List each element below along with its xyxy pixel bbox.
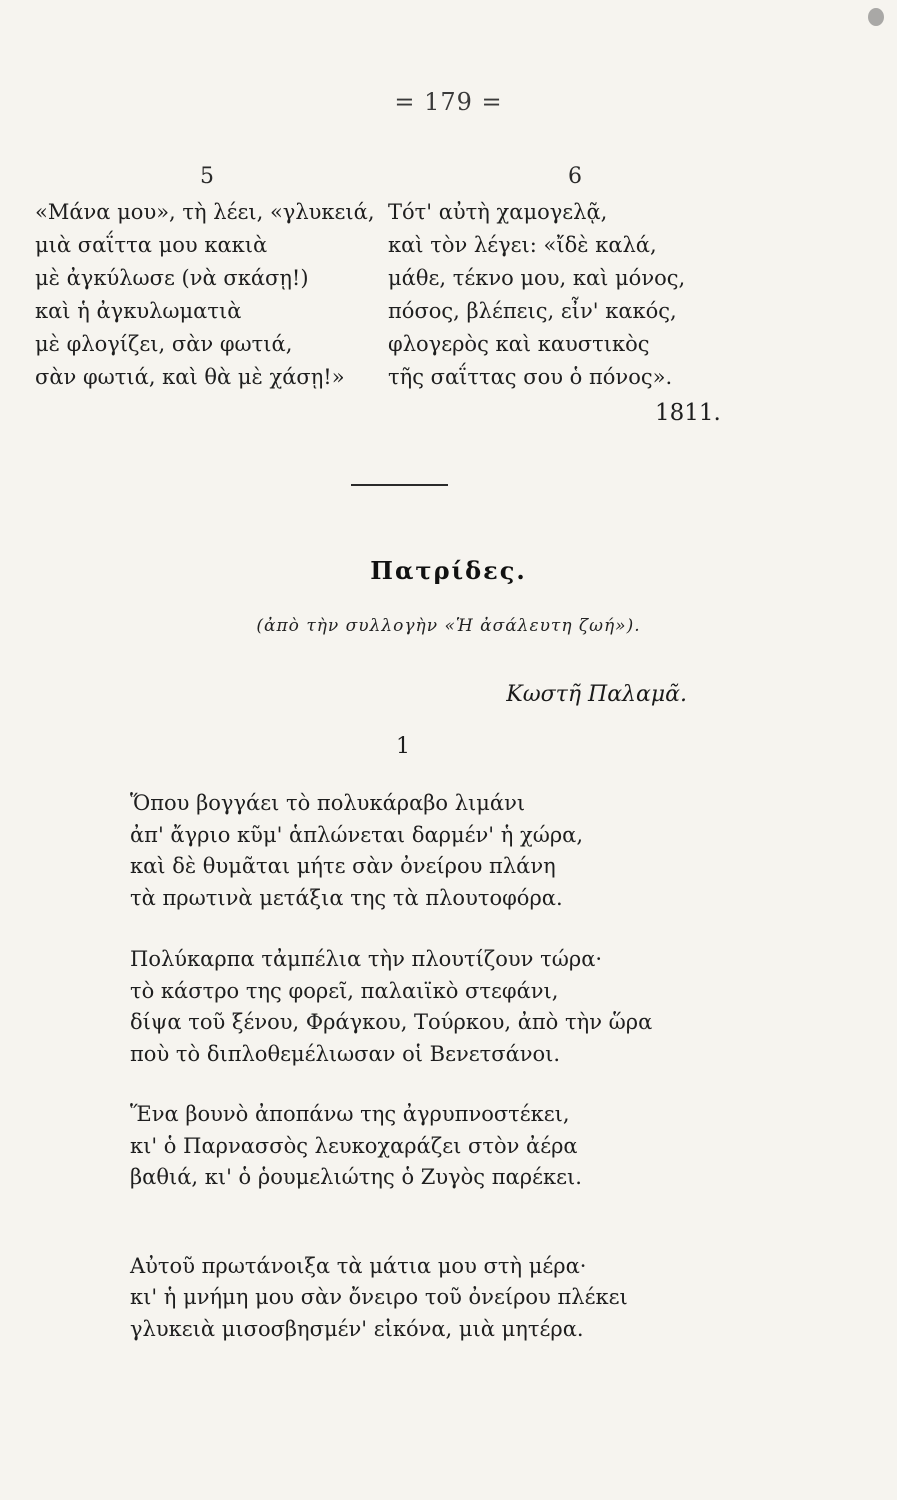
stanza-number-right: 6 <box>568 164 582 189</box>
verse-line: δίψα τοῦ ξένου, Φράγκου, Τούρκου, ἀπὸ τὴν ὥρα <box>130 1010 653 1034</box>
verse-line: τῆς σαΐττας σου ὁ πόνος». <box>388 365 673 389</box>
right-column-stanza <box>388 196 685 394</box>
verse-line: τὰ πρωτινὰ μετάξια της τὰ πλουτοφόρα. <box>130 885 563 910</box>
stanza <box>130 944 652 1070</box>
verse-line: καὶ ἡ ἀγκυλωματιὰ <box>35 299 242 323</box>
poem-section-number: 1 <box>396 734 410 759</box>
poem-year: 1811. <box>655 400 721 426</box>
verse-line: μὲ φλογίζει, σὰν φωτιά, <box>35 332 293 356</box>
verse-line: Τότ' αὐτὴ χαμογελᾷ, <box>388 200 608 224</box>
verse-line: Αὐτοῦ πρωτάνοιξα τὰ μάτια μου στὴ μέρα· <box>130 1253 587 1278</box>
verse-line: βαθιά, κι' ὁ ῥουμελιώτης ὁ Ζυγὸς παρέκει. <box>130 1165 582 1189</box>
page-number: = 179 = <box>394 88 503 116</box>
verse-line: μὲ ἀγκύλωσε (νὰ σκάσῃ!) <box>35 266 309 290</box>
verse-line: πόσος, βλέπεις, εἶν' κακός, <box>388 299 677 323</box>
verse-line: καὶ τὸν λέγει: «ἴδὲ καλά, <box>388 233 657 257</box>
stanza <box>130 788 652 914</box>
stanza <box>130 1251 652 1346</box>
left-column-stanza <box>35 196 375 394</box>
verse-line: κι' ἡ μνήμη μου σὰν ὄνειρο τοῦ ὀνείρου πλέκει <box>130 1285 628 1309</box>
verse-line: κι' ὁ Παρνασσὸς λευκοχαράζει στὸν ἀέρα <box>130 1133 578 1158</box>
poem-title: Πατρίδες. <box>370 556 527 585</box>
section-divider <box>351 484 448 486</box>
verse-line: Ὅπου βογγάει τὸ πολυκάραβο λιμάνι <box>130 791 526 815</box>
verse-line: ἀπ' ἄγριο κῦμ' ἁπλώνεται δαρμέν' ἡ χώρα, <box>130 822 584 847</box>
verse-line: Πολύκαρπα τἀμπέλια τὴν πλουτίζουν τώρα· <box>130 947 603 971</box>
stanza-number-left: 5 <box>200 164 214 189</box>
verse-line: Ἕνα βουνὸ ἀποπάνω της ἀγρυπνοστέκει, <box>130 1102 570 1126</box>
verse-line: καὶ δὲ θυμᾶται μήτε σὰν ὀνείρου πλάνη <box>130 854 556 878</box>
stanza <box>130 1099 652 1194</box>
verse-line: γλυκειὰ μισοσβησμέν' εἰκόνα, μιὰ μητέρα. <box>130 1316 584 1341</box>
verse-line: «Μάνα μου», τὴ λέει, «γλυκειά, <box>35 200 375 224</box>
verse-line: ποὺ τὸ διπλοθεμέλιωσαν οἱ Βενετσάνοι. <box>130 1041 561 1066</box>
verse-line: τὸ κάστρο της φορεῖ, παλαιϊκὸ στεφάνι, <box>130 978 559 1003</box>
poem-source: (ἀπὸ τὴν συλλογὴν «Ἡ ἀσάλευτη ζωή»). <box>256 616 641 636</box>
verse-line: μιὰ σαΐττα μου κακιὰ <box>35 233 268 257</box>
verse-line: μάθε, τέκνο μου, καὶ μόνος, <box>388 266 686 290</box>
poem-author: Κωστῆ Παλαμᾶ. <box>506 682 687 707</box>
poem-body <box>130 788 652 1375</box>
verse-line: φλογερὸς καὶ καυστικὸς <box>388 332 650 356</box>
ink-speck <box>868 8 884 26</box>
verse-line: σὰν φωτιά, καὶ θὰ μὲ χάσῃ!» <box>35 365 345 389</box>
